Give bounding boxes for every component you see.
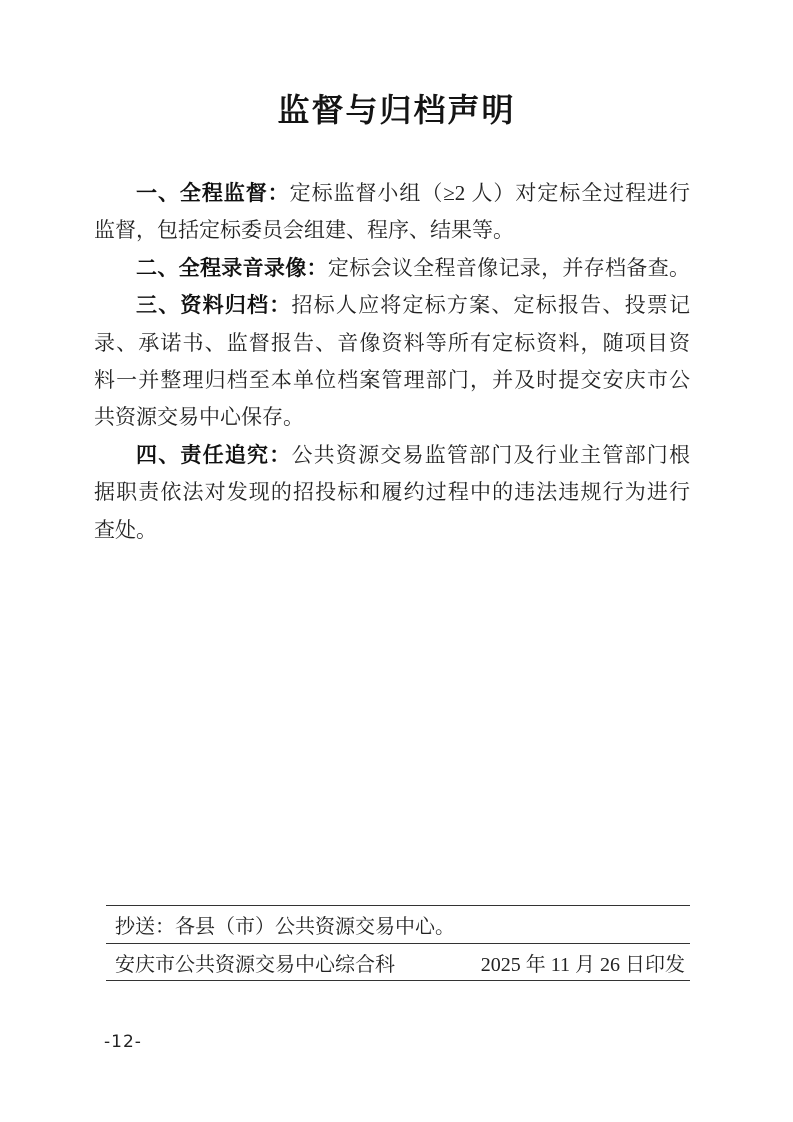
paragraph-text: 定标监督小组（≥2 人）对定标全过程进行	[289, 181, 691, 205]
paragraph-supervision	[94, 175, 690, 250]
document-body	[94, 175, 690, 549]
paragraph-text: 招标人应将定标方案、定标报告、投票记	[291, 293, 691, 318]
document-footer	[106, 905, 690, 981]
paragraph-text: 监督，包括定标委员会组建、程序、结果等。	[94, 218, 514, 243]
paragraph-accountability	[94, 437, 690, 549]
paragraph-line	[94, 474, 690, 511]
footer-print-date: 2025 年 11 月 26 日印发	[480, 953, 685, 976]
paragraph-text: 共资源交易中心保存。	[94, 405, 304, 430]
paragraph-lead: 二、全程录音录像：	[136, 256, 328, 280]
paragraph-text: 查处。	[94, 517, 157, 542]
paragraph-line	[94, 437, 690, 474]
paragraph-archiving	[94, 287, 690, 437]
paragraph-lead: 一、全程监督：	[136, 182, 290, 205]
footer-issue-row	[106, 944, 690, 980]
paragraph-line	[94, 325, 690, 362]
page-title: 监督与归档声明	[277, 92, 516, 128]
paragraph-line	[94, 250, 690, 287]
paragraph-lead: 四、责任追究：	[136, 443, 292, 467]
page-number: -12-	[104, 1032, 142, 1052]
paragraph-line	[94, 512, 690, 549]
paragraph-lead: 三、资料归档：	[136, 294, 292, 318]
paragraph-recording	[94, 250, 690, 287]
paragraph-line	[94, 287, 690, 324]
footer-cc-text: 抄送：各县（市）公共资源交易中心。	[115, 916, 455, 938]
paragraph-text: 录、承诺书、监督报告、音像资料等所有定标资料，随项目资	[94, 330, 690, 355]
paragraph-text: 定标会议全程音像记录，并存档备查。	[327, 255, 691, 280]
paragraph-line	[94, 399, 690, 436]
paragraph-text: 据职责依法对发现的招投标和履约过程中的违法违规行为进行	[94, 480, 690, 505]
footer-issuer: 安庆市公共资源交易中心综合科	[115, 953, 395, 976]
paragraph-text: 料一并整理归档至本单位档案管理部门，并及时提交安庆市公	[94, 368, 690, 393]
paragraph-line	[94, 362, 690, 399]
paragraph-text: 公共资源交易监管部门及行业主管部门根	[291, 442, 691, 467]
paragraph-line	[94, 175, 690, 212]
paragraph-line	[94, 212, 690, 249]
footer-cc-row	[106, 906, 690, 944]
